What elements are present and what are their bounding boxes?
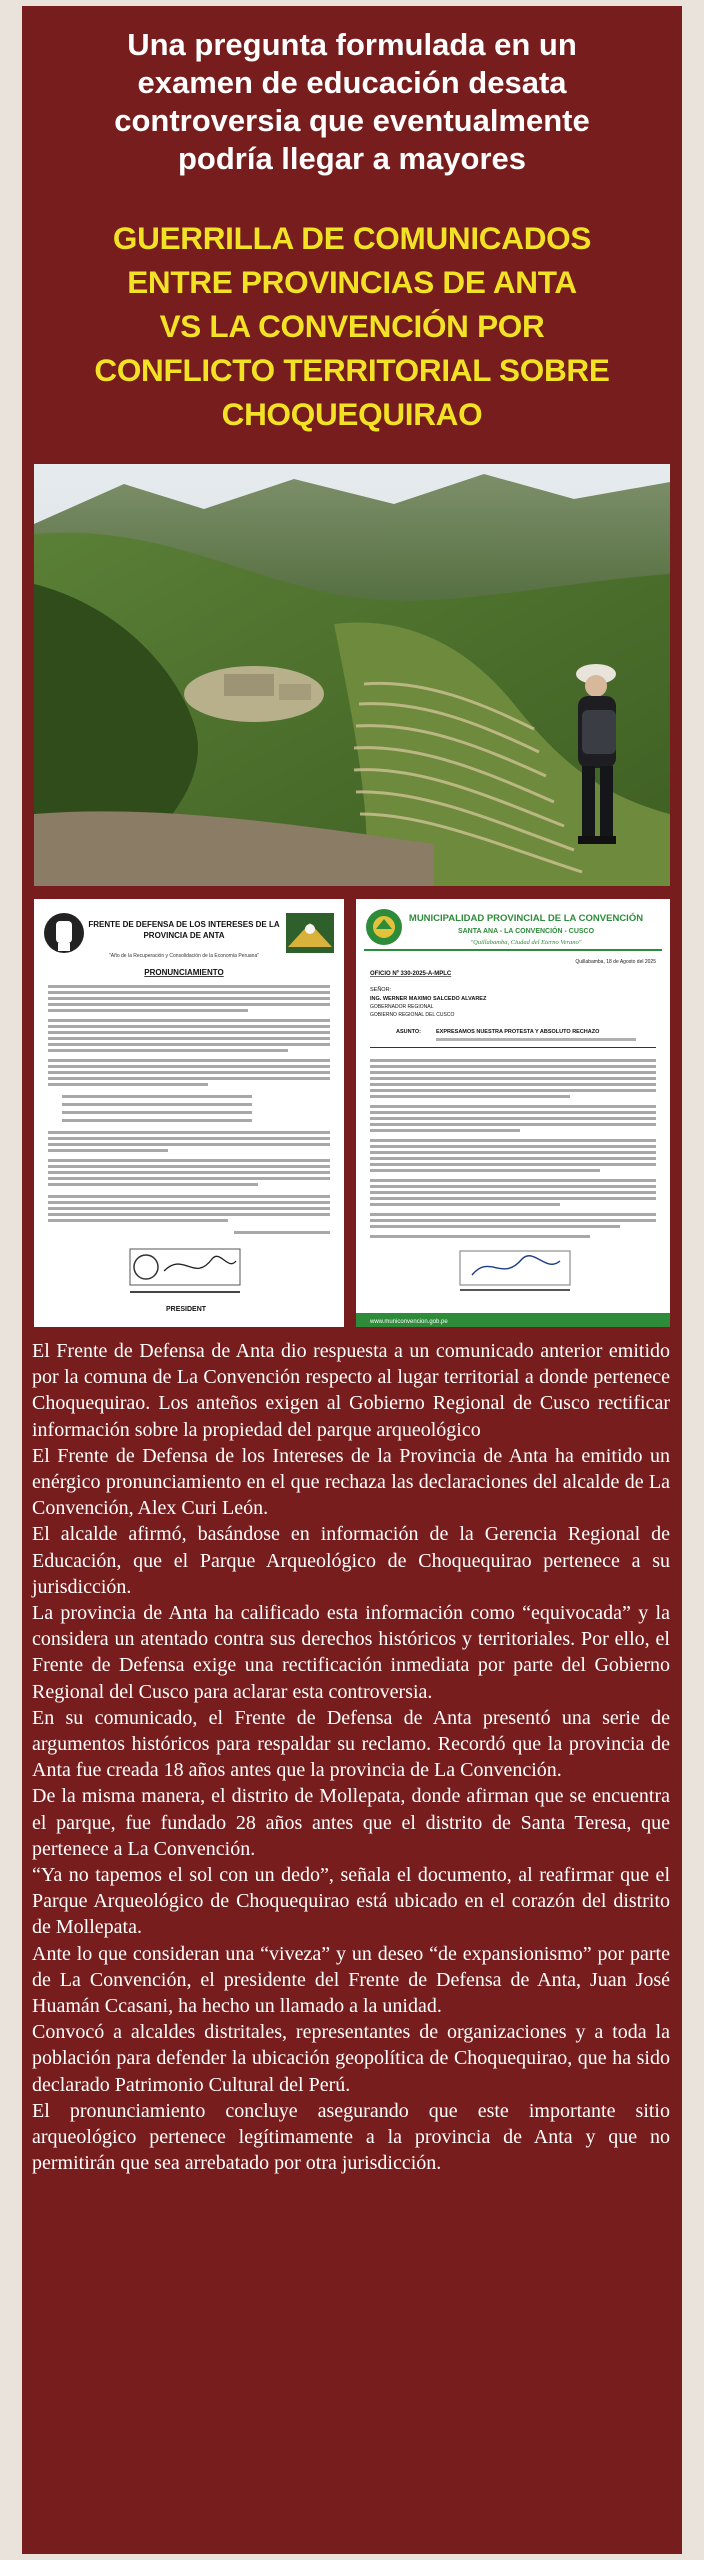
municipality-name: MUNICIPALIDAD PROVINCIAL DE LA CONVENCIÓN [408, 913, 644, 924]
article-paragraph: Ante lo que consideran una “viveza” y un deseo “de expansionismo” por parte de La Convención, el presidente del Frente de Defensa de Anta, Juan José Huamán Ccasani, ha hecho un llamado a la unidad. [32, 1942, 670, 2018]
recipient-role: GOBIERNO REGIONAL DEL CUSCO [370, 1012, 455, 1018]
article-paragraph: La provincia de Anta ha calificado esta información como “equivocada” y la considera un atentado contra sus derechos históricos y territoriales. Por ello, el Frente de Defensa exige una rectificación inmediata por parte del Gobierno Regional del Cusco para aclarar esta controversia. [32, 1602, 670, 1703]
headline-line: CONFLICTO TERRITORIAL SOBRE [94, 352, 610, 388]
convencion-oficio-document [356, 899, 670, 1327]
signature-stamp-icon [130, 1249, 240, 1293]
recipient-name: ING. WERNER MAXIMO SALCEDO ALVAREZ [370, 996, 487, 1002]
headline-line: VS LA CONVENCIÓN POR [159, 308, 545, 344]
kicker-text [22, 26, 682, 178]
fist-logo-icon [44, 913, 84, 953]
recipient-label: SEÑOR: [370, 987, 392, 993]
landscape-illustration [34, 464, 670, 886]
article-paragraph: El Frente de Defensa de Anta dio respuesta a un comunicado anterior emitido por la comuna de La Convención respecto al lugar territorial a donde pertenece Choquequirao. Los anteños exigen al Gobierno Regional de Cusco rectificar información sobre la propiedad del parque arqueológico [32, 1340, 670, 1441]
headline [22, 216, 682, 436]
kicker-line: controversia que eventualmente [114, 103, 590, 138]
article-paragraph: En su comunicado, el Frente de Defensa de Anta presentó una serie de argumentos históricos para respaldar su reclamo. Recordó que la provincia de Anta fue creada 18 años antes que la provincia de La Convención. [32, 1706, 670, 1782]
headline-line: ENTRE PROVINCIAS DE ANTA [127, 264, 577, 300]
section-title: PRONUNCIAMIENTO [144, 968, 224, 977]
article-paragraph: De la misma manera, el distrito de Mollepata, donde afirman que se encuentra el parque, fue fundado 28 años antes que el distrito de Santa Teresa, que pertenece a La Convención. [32, 1785, 670, 1860]
year-motto: "Año de la Recuperación y Consolidación de la Economía Peruana" [108, 953, 260, 959]
article-paragraph: “Ya no tapemos el sol con un dedo”, señala el documento, al reafirmar que el Parque Arqueológico de Choquequirao está ubicado en el corazón del distrito de Mollepata. [32, 1864, 670, 1939]
article-paragraph: Convocó a alcaldes distritales, representantes de organizaciones y a toda la población para defender la ubicación geopolítica de Choquequirao, que ha sido declarado Patrimonio Cultural del Perú. [32, 2021, 670, 2096]
municipality-location: SANTA ANA - LA CONVENCIÓN - CUSCO [457, 928, 595, 935]
footer-website: www.municonvencion.gob.pe [370, 1319, 448, 1325]
signature-title: PRESIDENT [165, 1306, 207, 1313]
anta-document-illustration [34, 899, 344, 1327]
article-paragraph: El pronunciamiento concluye asegurando que este importante sitio arqueológico pertenece legítimamente a la provincia de Anta y que no permitirán que sea arrebatado por otra jurisdicción. [32, 2099, 670, 2175]
headline-line: GUERRILLA DE COMUNICADOS [112, 220, 592, 256]
choquequirao-photo [34, 464, 670, 886]
kicker-line: Una pregunta formulada en un [127, 27, 577, 62]
org-title-line: FRENTE DE DEFENSA DE LOS INTERESES DE LA [88, 920, 280, 929]
anta-pronouncement-document [34, 899, 344, 1327]
oficio-date: Quillabamba, 18 de Agosto del 2025 [575, 959, 656, 965]
municipality-crest-icon [366, 909, 402, 945]
article-paragraph: El Frente de Defensa de los Intereses de la Provincia de Anta ha emitido un enérgico pronunciamiento en el que rechaza las declaraciones del alcalde de La Convención, Alex Curi León. [32, 1444, 670, 1520]
recipient-role: GOBERNADOR REGIONAL [370, 1004, 434, 1010]
convencion-document-illustration [356, 899, 670, 1327]
kicker-line: examen de educación desata [137, 65, 567, 100]
mayor-signature-stamp-icon [460, 1251, 570, 1291]
subject-label: ASUNTO: [396, 1029, 421, 1035]
municipality-motto: "Quillabamba, Ciudad del Eterno Verano" [470, 939, 582, 946]
subject-text: EXPRESAMOS NUESTRA PROTESTA Y ABSOLUTO RECHAZO [436, 1029, 600, 1035]
headline-line: CHOQUEQUIRAO [221, 396, 483, 432]
article-body [32, 1338, 670, 2177]
article-panel [22, 6, 682, 2554]
org-title-line: PROVINCIA DE ANTA [143, 931, 225, 940]
anta-crest-icon [286, 913, 334, 953]
oficio-number: OFICIO Nº 330-2025-A-MPLC [370, 971, 452, 977]
article-paragraph: El alcalde afirmó, basándose en información de la Gerencia Regional de Educación, que el Parque Arqueológico de Choquequirao pertenece a su jurisdicción. [32, 1523, 670, 1598]
kicker-line: podría llegar a mayores [177, 141, 527, 176]
